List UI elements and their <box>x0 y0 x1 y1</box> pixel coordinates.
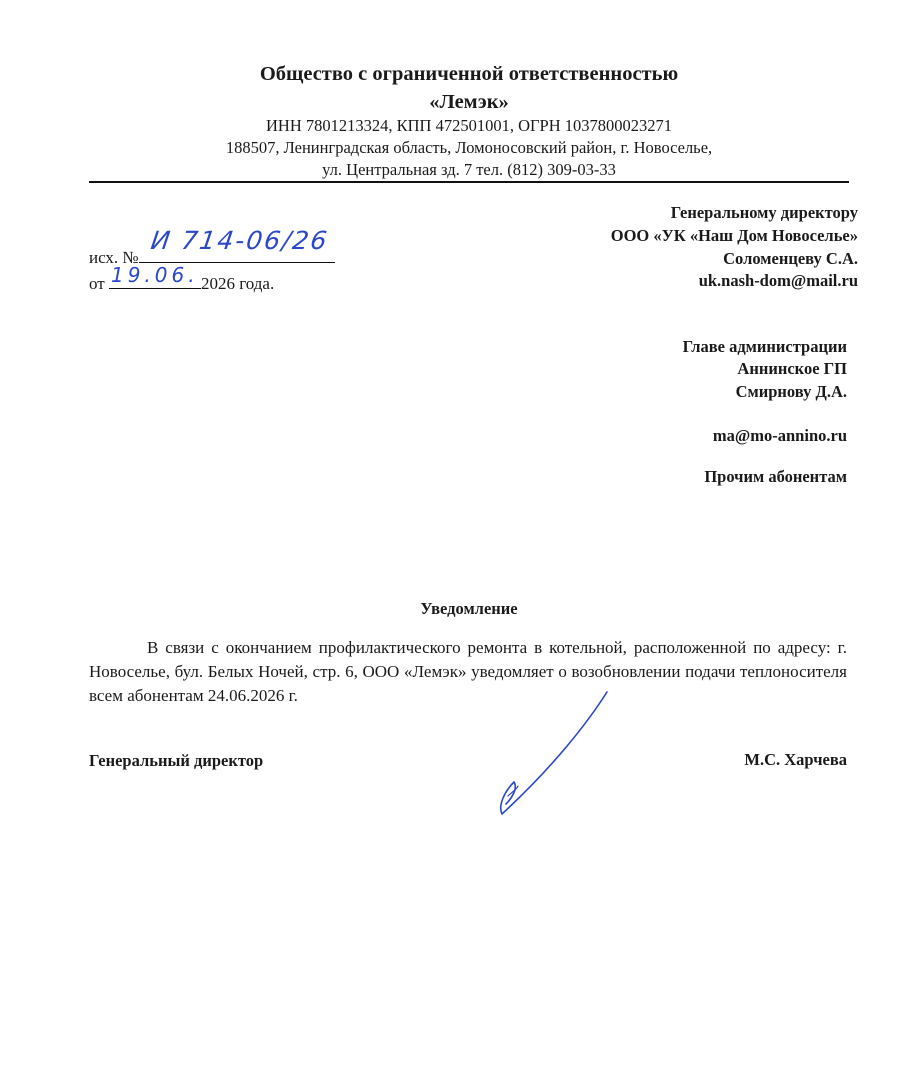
addressee-2-position: Главе администрации <box>682 337 847 356</box>
addressee-others: Прочим абонентам <box>704 467 847 486</box>
organization-short-name: «Лемэк» <box>429 91 509 113</box>
addressee-1-email: uk.nash-dom@mail.ru <box>698 271 858 290</box>
addressee-2-name: Смирнову Д.А. <box>735 382 847 401</box>
addressee-2-organization: Аннинское ГП <box>737 359 847 378</box>
notice-title: Уведомление <box>420 599 518 618</box>
outgoing-number-fill <box>139 226 335 263</box>
outgoing-date-handwritten: 19.06. <box>110 263 199 287</box>
outgoing-date-fill <box>109 263 201 289</box>
organization-name: Общество с ограниченной ответственностью <box>259 63 679 85</box>
organization-address-line-2: ул. Центральная зд. 7 тел. (812) 309-03-33 <box>322 160 616 179</box>
letterhead-divider <box>89 181 849 183</box>
outgoing-number-handwritten: И 714-06/26 <box>148 226 331 255</box>
signatory-position: Генеральный директор <box>89 751 264 770</box>
outgoing-date <box>89 263 275 295</box>
outgoing-date-prefix: от <box>89 274 105 293</box>
outgoing-number-label: исх. № <box>89 248 139 267</box>
addressee-1-position: Генеральному директору <box>670 203 858 222</box>
signatory-name: М.С. Харчева <box>744 750 847 769</box>
addressee-1-company: ООО «УК «Наш Дом Новоселье» <box>610 226 858 245</box>
notice-body: В связи с окончанием профилактического ремонта в котельной, расположенной по адресу: г. Новоселье, бул. Белых Ночей, стр. 6, ООО «Лемэк» уведомляет о возобновлении подачи теплоносителя всем абонентам 24.06.2026 г. <box>89 638 847 705</box>
organization-requisites: ИНН 7801213324, КПП 472501001, ОГРН 1037800023271 <box>265 116 672 135</box>
addressee-1-name: Соломенцеву С.А. <box>723 249 858 268</box>
organization-address-line-1: 188507, Ленинградская область, Ломоносовский район, г. Новоселье, <box>225 138 713 157</box>
handwritten-signature <box>490 688 620 820</box>
addressee-2-email: ma@mo-annino.ru <box>712 426 847 445</box>
outgoing-date-suffix: 2026 года. <box>200 274 275 293</box>
